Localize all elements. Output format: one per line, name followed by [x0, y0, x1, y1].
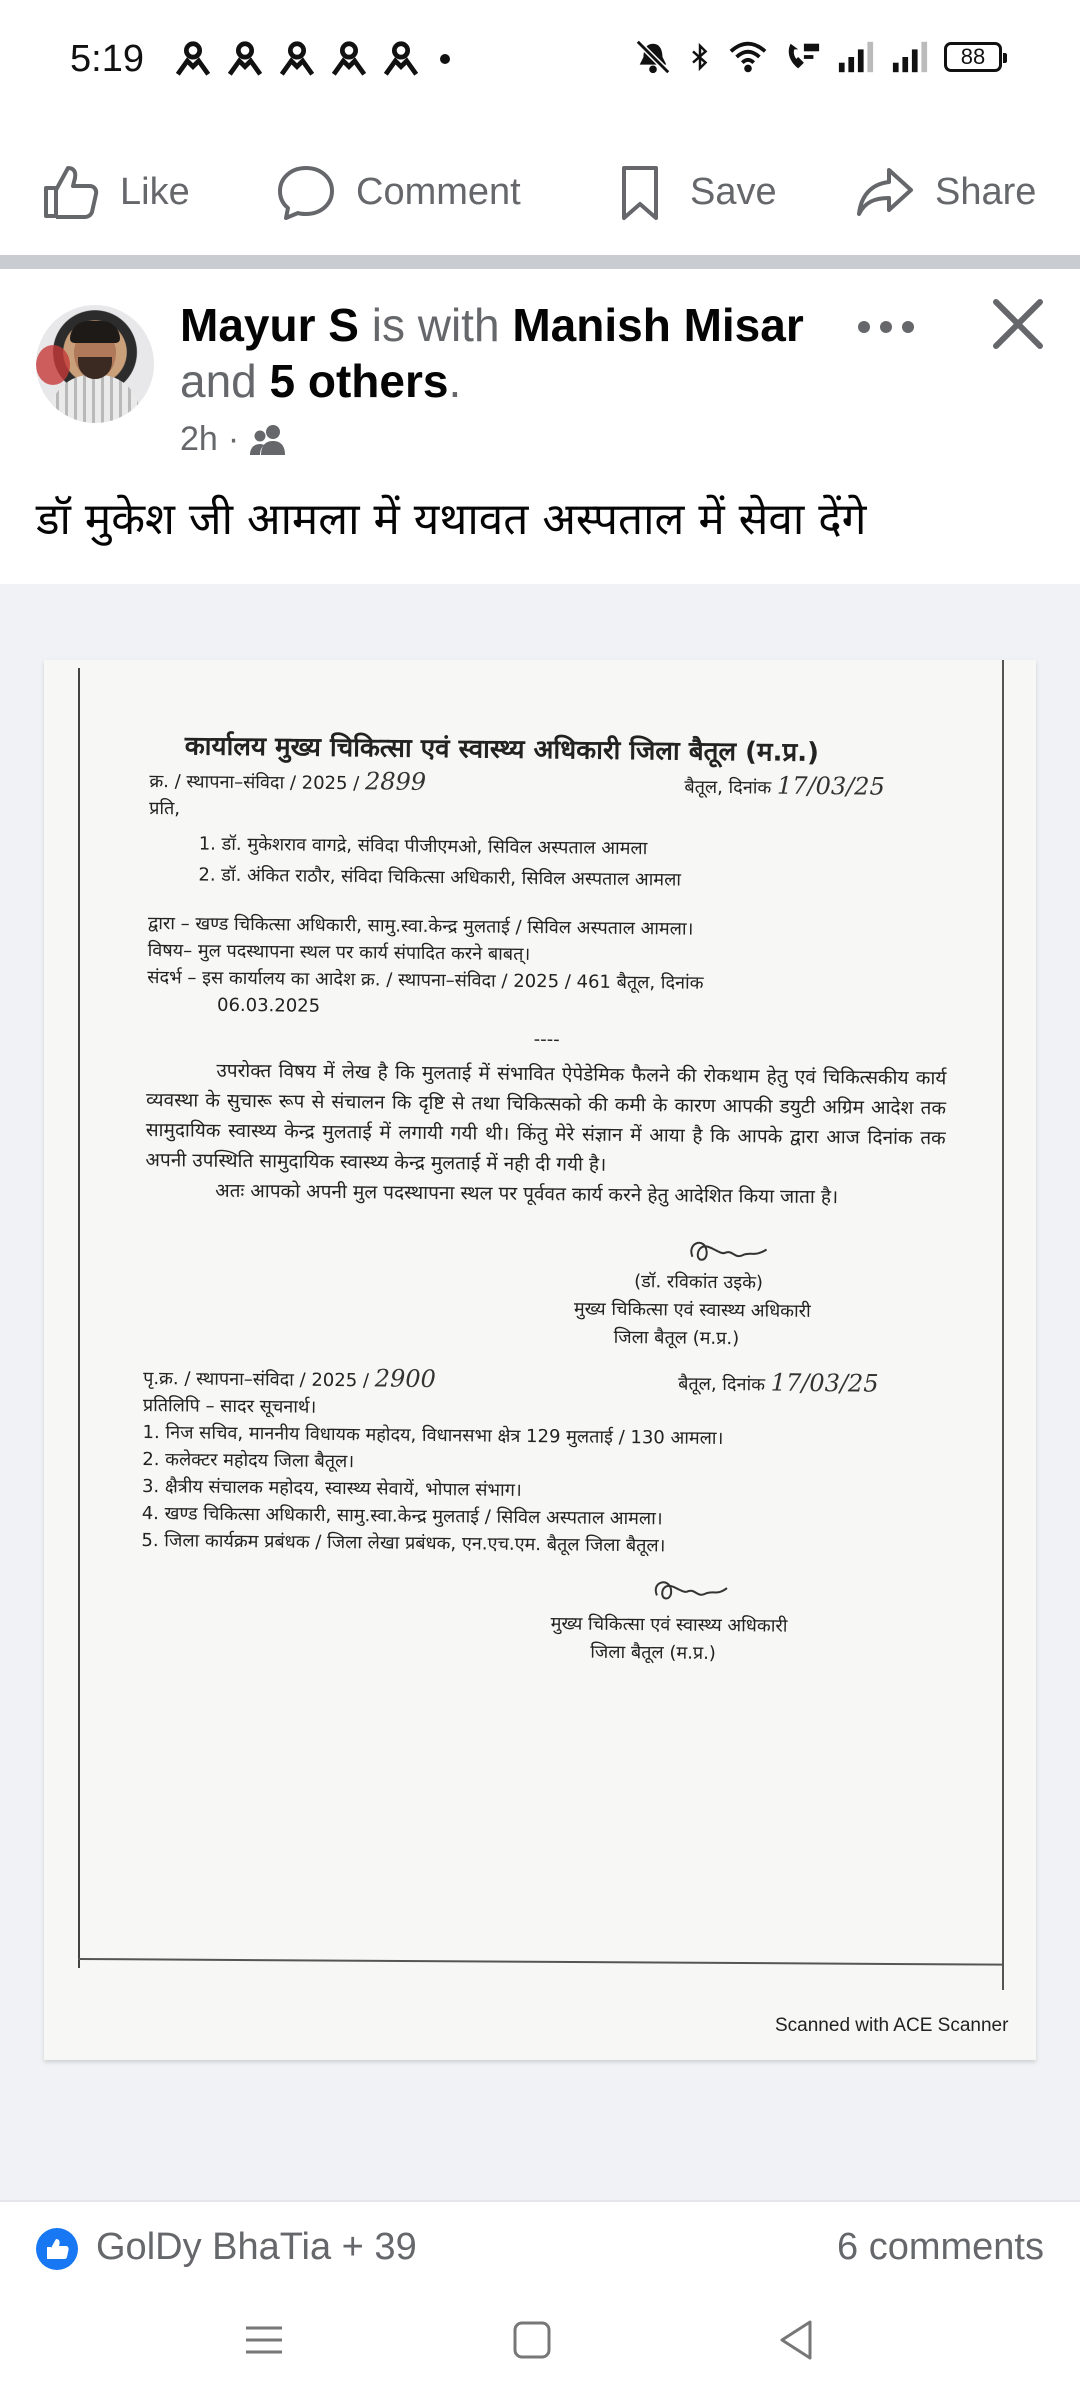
- doc-sign-district: जिला बैतूल (म.प्र.): [613, 1326, 740, 1350]
- signal-icon: [890, 38, 930, 76]
- recent-apps-icon[interactable]: [234, 2310, 294, 2370]
- person-notification-icon: [382, 40, 420, 78]
- status-time: 5:19: [70, 38, 144, 80]
- doc-subject: विषय– मुल पदस्थापना स्थल पर कार्य संपादित करने बाबत्।: [147, 939, 531, 965]
- save-label: Save: [690, 170, 777, 213]
- doc-body-paragraph: अतः आपको अपनी मुल पदस्थापना स्थल पर पूर्ववत कार्य करने हेतु आदेशित किया जाता है।: [215, 1179, 839, 1209]
- scanned-document: [140, 726, 950, 1682]
- signal-icon: [836, 38, 876, 76]
- doc-ref2-number: 2900: [374, 1364, 436, 1394]
- battery-level: 88: [960, 44, 986, 69]
- wifi-icon: [728, 38, 768, 76]
- doc-recipient: 2. डॉ. अंकित राठौर, संविदा चिकित्सा अधिकारी, सिविल अस्पताल आमला: [198, 864, 682, 891]
- doc-sign2-district: जिला बैतूल (म.प्र.): [590, 1641, 717, 1664]
- save-button[interactable]: [610, 160, 777, 224]
- post-action-bar: [0, 130, 1080, 255]
- doc-ref2-right: बैतूल, दिनांक 17/03/25: [678, 1368, 879, 1398]
- doc-ref-left: क्र. / स्थापना–संविदा / 2025 /: [149, 770, 366, 795]
- others-link[interactable]: 5 others: [269, 355, 449, 407]
- more-options-button[interactable]: [858, 312, 918, 342]
- doc-reference-date: 06.03.2025: [216, 994, 321, 1017]
- doc-copy-item: 4. खण्ड चिकित्सा अधिकारी, सामु.स्वा.केन्द्र मुलताई / सिविल अस्पताल आमला।: [141, 1502, 663, 1530]
- person-notification-icon: [174, 40, 212, 78]
- signature-scribble: [684, 1233, 774, 1270]
- scanner-watermark: Scanned with ACE Scanner: [775, 2015, 1009, 2036]
- home-icon[interactable]: [502, 2310, 562, 2370]
- doc-sign-name: (डॉ. रविकांत उइके): [634, 1271, 764, 1294]
- system-icons: [634, 38, 1002, 76]
- doc-ref-number: 2899: [364, 767, 427, 796]
- more-notifications-dot: [440, 54, 450, 64]
- bluetooth-icon: [686, 38, 714, 76]
- share-label: Share: [935, 170, 1037, 213]
- doc-copy-item: 3. क्षैत्रीय संचालक महोदय, स्वास्थ्य सेवायें, भोपाल संभाग।: [141, 1475, 522, 1501]
- post-title-line-2: [180, 352, 461, 410]
- thumbs-up-icon: [40, 162, 100, 222]
- doc-ref2-left: पृ.क्र. / स्थापना–संविदा / 2025 /: [143, 1367, 375, 1392]
- comment-bubble-icon: [276, 162, 336, 222]
- doc-divider: ----: [533, 1029, 560, 1051]
- like-label: Like: [120, 170, 190, 213]
- doc-signature-block-2: [140, 1554, 941, 1682]
- scan-edge: [78, 668, 80, 1968]
- person-notification-icon: [226, 40, 264, 78]
- doc-copy-item: 5. जिला कार्यक्रम प्रबंधक / जिला लेखा प्रबंधक, एन.एच.एम. बैतूल जिला बैतूल।: [141, 1529, 666, 1557]
- doc-sign-title: मुख्य चिकित्सा एवं स्वास्थ्य अधिकारी: [573, 1298, 811, 1322]
- reactors-summary[interactable]: GolDy BhaTia + 39: [96, 2226, 417, 2268]
- doc-copy-item: 2. कलेक्टर महोदय जिला बैतूल।: [142, 1448, 355, 1473]
- with-text: is with: [358, 299, 513, 351]
- bookmark-icon: [610, 162, 670, 222]
- period-text: .: [448, 355, 462, 407]
- share-button[interactable]: [855, 160, 1036, 224]
- doc-copy-to: प्रतिलिपि – सादर सूचनार्थ।: [142, 1394, 317, 1418]
- post-time[interactable]: 2h: [180, 420, 218, 458]
- friends-audience-icon: [249, 423, 287, 457]
- doc-body-paragraph: उपरोक्त विषय में लेख है कि मुलताई में संभावित ऐपेडेमिक फैलने की रोकथाम हेतु एवं चिकित्सकीय कार्य व्यवस्था के सुचारू रूप से संचालन कि दृष्टि से तथा चिकित्सको की कमी के कारण आपकी डयुटी अग्रिम आदेश तक सामुदायिक स्वास्थ्य केन्द्र मुलताई में लगायी गयी थी। किंतु मेरे संज्ञान में आया है कि आपके द्वारा आज दिनांक तक अपनी उपस्थिति सामुदायिक स्वास्थ्य केन्द्र मुलताई में नही दी गयी है।: [145, 1059, 947, 1176]
- status-bar: [0, 0, 1080, 125]
- comment-button[interactable]: [276, 160, 521, 224]
- like-button[interactable]: [40, 160, 190, 224]
- meta-separator: ·: [227, 420, 240, 458]
- signature-scribble: [651, 1573, 731, 1608]
- volte-icon: [782, 38, 822, 76]
- section-divider: [0, 255, 1080, 269]
- bell-off-icon: [634, 38, 672, 76]
- close-icon[interactable]: [990, 296, 1046, 352]
- doc-sign2-title: मुख्य चिकित्सा एवं स्वास्थ्य अधिकारी: [550, 1613, 788, 1637]
- doc-via: द्वारा – खण्ड चिकित्सा अधिकारी, सामु.स्वा.केन्द्र मुलताई / सिविल अस्पताल आमला।: [147, 912, 694, 940]
- back-icon[interactable]: [766, 2310, 826, 2370]
- comment-label: Comment: [356, 170, 521, 213]
- person-notification-icon: [278, 40, 316, 78]
- doc-to: प्रति,: [149, 797, 181, 820]
- doc-copy-item: 1. निज सचिव, माननीय विधायक महोदय, विधानसभा क्षेत्र 129 मुलताई / 130 आमला।: [142, 1421, 724, 1450]
- doc-ref-date: 17/03/25: [776, 771, 885, 801]
- tagged-user-link[interactable]: Manish Misar: [512, 299, 804, 351]
- thumbs-up-icon: [36, 2228, 78, 2270]
- battery-icon: [944, 42, 1002, 72]
- like-reaction-icon: [36, 2228, 78, 2270]
- and-text: and: [180, 355, 270, 407]
- share-arrow-icon: [855, 162, 915, 222]
- comments-count[interactable]: 6 comments: [837, 2226, 1044, 2268]
- author-name-link[interactable]: Mayur S: [180, 299, 359, 351]
- doc-recipient: 1. डॉ. मुकेशराव वागद्रे, संविदा पीजीएमओ, सिविल अस्पताल आमला: [198, 833, 648, 860]
- post-caption: डॉ मुकेश जी आमला में यथावत अस्पताल में सेवा देंगे: [36, 494, 867, 545]
- person-notification-icon: [330, 40, 368, 78]
- post-meta: [180, 420, 287, 459]
- doc-ref-right: बैतूल, दिनांक 17/03/25: [684, 771, 885, 801]
- doc-reference: संदर्भ – इस कार्यालय का आदेश क्र. / स्थापना–संविदा / 2025 / 461 बैतूल, दिनांक: [147, 966, 704, 994]
- notification-icons: [174, 40, 450, 78]
- scan-edge: [1002, 660, 1004, 1990]
- doc-ref2-date: 17/03/25: [770, 1368, 879, 1398]
- author-avatar[interactable]: [36, 305, 154, 423]
- post-title-line: [180, 296, 880, 354]
- doc-signature-block: [143, 1205, 945, 1363]
- doc-title: कार्यालय मुख्य चिकित्सा एवं स्वास्थ्य अधिकारी जिला बैतूल (म.प्र.): [184, 731, 820, 769]
